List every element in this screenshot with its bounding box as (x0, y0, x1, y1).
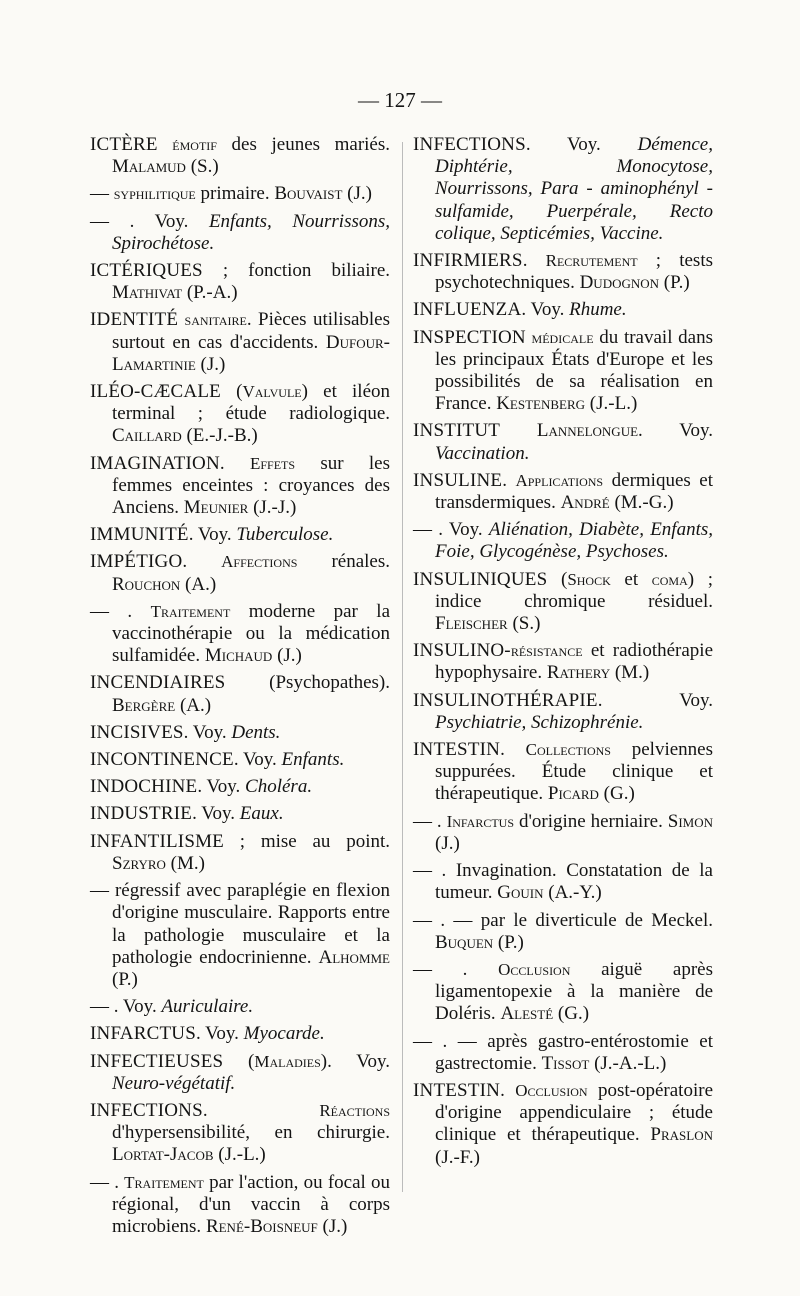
entry-text: — . (90, 600, 151, 622)
entry-text: par l'action, ou focal ou régional, d'un vaccin à corps microbiens. (112, 1171, 390, 1237)
entry-author: Dufour-Lamartinie (112, 331, 390, 375)
entry-cross-reference: Dents. (231, 721, 281, 743)
entry-text: . Voy. (525, 134, 638, 155)
entry-subheading: Affections (221, 552, 298, 572)
entry-text: (J.) (342, 183, 372, 205)
entry-text: . Voy. (521, 299, 570, 321)
entry-author: Meunier (183, 497, 249, 519)
entry-author: Alhomme (318, 946, 390, 968)
index-entry (413, 250, 713, 294)
entry-subheading: Valvule (242, 382, 302, 402)
entry-text (500, 420, 537, 441)
entry-text: ) ; indice chromique résiduel. (435, 568, 714, 612)
entry-text: (S.) (185, 156, 219, 178)
entry-author: Lortat-Jacob (112, 1144, 214, 1166)
index-entry (90, 1172, 390, 1239)
entry-subheading: Maladies (254, 1051, 321, 1071)
entry-text: — . Voy. (90, 210, 209, 232)
entry-cross-reference: Tuberculose. (236, 524, 334, 546)
entry-text: (J.) (317, 1215, 348, 1237)
entry-text: (J.) (435, 832, 460, 854)
entry-text: . Voy. (233, 749, 282, 771)
entry-text: rénales. (297, 551, 390, 573)
entry-headword: INSTITUT (413, 420, 501, 442)
entry-headword: INSULINE (413, 469, 503, 491)
entry-text: (Psychopathes). (225, 672, 390, 694)
entry-author: Fleischer (435, 613, 508, 635)
entry-headword: INFECTIEUSES (90, 1050, 224, 1072)
index-entry (90, 453, 390, 520)
index-entry (90, 309, 390, 376)
entry-headword: INSULINOTHÉRAPIE (413, 689, 598, 711)
entry-text: (A.) (180, 573, 217, 595)
entry-author: Bouvaist (274, 183, 343, 205)
entry-text: . (219, 452, 250, 474)
entry-text: . (182, 551, 222, 573)
entry-headword: INFECTIONS (90, 1099, 203, 1121)
index-entry (413, 1031, 713, 1075)
entry-headword: INFARCTUS (90, 1023, 196, 1045)
entry-author: Michaud (204, 645, 273, 667)
index-entry (90, 831, 390, 875)
index-entry (90, 551, 390, 595)
index-entry (413, 134, 713, 245)
entry-subheading: syphilitique (113, 184, 196, 204)
entry-subheading: Infarctus (446, 811, 515, 831)
index-entry (413, 910, 713, 954)
entry-text: d'origine herniaire. (514, 810, 668, 832)
entry-author: René-Boisneuf (205, 1215, 318, 1237)
entry-cross-reference: Rhume. (569, 299, 627, 321)
index-entry (413, 470, 713, 514)
entry-author: Praslon (650, 1124, 713, 1146)
entry-subheading: Effets (249, 453, 296, 473)
entry-text: (J.-F.) (435, 1146, 480, 1168)
entry-text: — . (90, 1171, 125, 1193)
entry-text: et (610, 568, 652, 590)
entry-cross-reference: Auriculaire. (161, 996, 254, 1018)
entry-author: Simon (667, 810, 713, 832)
entry-headword: INSULINIQUES (413, 568, 548, 590)
entry-headword: INTESTIN (413, 1079, 501, 1101)
index-entry (413, 299, 713, 321)
entry-text: (P.-A.) (182, 282, 238, 304)
entry-text: et radiothérapie hypophysaire. (435, 640, 713, 684)
entry-subheading: Collections (525, 740, 611, 760)
entry-headword: ICTÈRE (90, 134, 158, 155)
entry-text: . (500, 1079, 516, 1101)
index-entry (90, 381, 390, 448)
entry-author: Picard (547, 783, 599, 805)
entry-subheading: Réactions (319, 1100, 390, 1120)
index-entry (90, 880, 390, 991)
entry-headword: INFANTILISME (90, 830, 224, 852)
entry-subheading: Occlusion (515, 1080, 588, 1100)
entry-author: Buquen (435, 931, 494, 953)
entry-text: d'hypersensibilité, en chirurgie. (112, 1122, 390, 1144)
index-entry (90, 803, 390, 825)
entry-author: Malamud (112, 156, 186, 178)
entry-author: Bergère (112, 694, 176, 716)
entry-text: (M.) (610, 662, 650, 684)
entry-text: (S.) (507, 613, 541, 635)
entry-text: (J.) (195, 353, 226, 375)
entry-subheading: émotif (172, 135, 217, 154)
index-entry (413, 739, 713, 806)
entry-text: . (502, 469, 516, 491)
entry-text: ( (547, 568, 568, 590)
entry-text: aiguë après ligamentopexie à la manière de Doléris. (435, 958, 713, 1025)
entry-text: (J.-L.) (213, 1144, 266, 1166)
entry-headword: INSULINO- (413, 640, 511, 662)
entry-headword: IMAGINATION (90, 452, 220, 474)
entry-headword: INCISIVES (90, 721, 184, 743)
index-entry (413, 327, 713, 416)
entry-text: . Voy. (183, 721, 232, 743)
entry-text: (P.) (659, 272, 690, 294)
column-divider (402, 142, 403, 1192)
entry-headword: IMMUNITÉ (90, 524, 189, 546)
entry-text: pelviennes suppurées. Étude clinique et thérapeutique. (435, 739, 713, 805)
entry-text: . (500, 739, 526, 761)
entry-cross-reference: Eaux. (239, 803, 284, 825)
index-entry (90, 260, 390, 304)
entry-author: Szryro (112, 852, 166, 874)
entry-text: . Voy. (638, 420, 713, 442)
entry-author: Gouin (497, 882, 544, 904)
entry-author: Caillard (112, 425, 182, 447)
entry-text: — . Voy. (413, 519, 489, 541)
entry-subheading: Applications (515, 470, 604, 490)
entry-text: ( (220, 381, 243, 403)
index-entry (90, 722, 390, 744)
entry-text: (J.) (272, 645, 302, 667)
index-entry (413, 811, 713, 855)
entry-cross-reference: Aliénation, Diabète, Enfants, Foie, Glycogénèse, Psychoses. (435, 519, 714, 563)
index-entry (90, 776, 390, 798)
entry-subheading: Traitement (124, 1172, 204, 1192)
entry-text: (G.) (553, 1003, 590, 1025)
entry-text: (J.-A.-L.) (589, 1052, 667, 1074)
entry-text: . Voy. (597, 689, 713, 711)
entry-headword: INSPECTION (413, 326, 526, 348)
entry-text: . Voy. (192, 803, 240, 825)
index-entry (90, 211, 390, 255)
index-entry (90, 134, 390, 178)
right-column (413, 134, 713, 1174)
entry-text: (P.) (493, 931, 524, 953)
entry-text: (J.-J.) (248, 497, 297, 519)
entry-author: Kestenberg (496, 393, 586, 415)
entry-text: (M.-G.) (609, 492, 674, 514)
entry-author: Tissot (541, 1052, 590, 1074)
entry-text: (J.-L.) (585, 393, 638, 415)
index-entry (413, 420, 713, 464)
entry-text: (E.-J.-B.) (181, 425, 258, 447)
entry-text (158, 134, 173, 155)
index-entry (90, 1023, 390, 1045)
index-entry (413, 519, 713, 563)
index-entry (90, 672, 390, 716)
entry-text: — . Voy. (90, 996, 162, 1018)
entry-headword: INDUSTRIE (90, 803, 193, 825)
entry-text: — . (413, 810, 447, 832)
entry-text: sur les femmes enceintes : croyances des Anciens. (112, 452, 390, 519)
entry-text: (M.) (165, 852, 205, 874)
index-entry (413, 640, 713, 684)
index-entry (413, 690, 713, 734)
entry-author: Rouchon (112, 573, 181, 595)
entry-author: André (560, 492, 610, 514)
entry-text: ). Voy. (320, 1050, 390, 1072)
index-entry (90, 183, 390, 205)
entry-text: — . — après gastro-entérostomie et gastrectomie. (413, 1030, 713, 1074)
entry-text: . Voy. (188, 524, 237, 546)
entry-headword: ILÉO-CÆCALE (90, 381, 221, 403)
entry-text: ; mise au point. (223, 830, 390, 852)
entry-author: Rathery (546, 662, 611, 684)
entry-text: (A.) (175, 694, 212, 716)
entry-subheading: Occlusion (498, 959, 571, 979)
index-entry (413, 959, 713, 1026)
entry-headword: IDENTITÉ (90, 309, 179, 331)
entry-subheading: résistance (510, 641, 583, 661)
entry-text: ( (223, 1050, 255, 1072)
entry-subheading: médicale (531, 327, 594, 347)
entry-headword: INCONTINENCE (90, 749, 234, 771)
entry-subheading: sanitaire (184, 310, 247, 330)
index-entry (413, 569, 713, 636)
entry-text: post-opératoire d'origine appendiculaire ; étude clinique et thérapeutique. (435, 1079, 713, 1146)
entry-text: — régressif avec paraplégie en flexion d'origine musculaire. Rapports entre la pathologie musculaire et la pathologie endocrinienne. (90, 880, 390, 968)
entry-text: — . (413, 958, 499, 980)
entry-headword: INFLUENZA (413, 299, 522, 321)
index-entry (90, 524, 390, 546)
index-entry (413, 860, 713, 904)
left-column (90, 134, 390, 1243)
page-number: — 127 — (358, 88, 442, 112)
entry-cross-reference: Choléra. (245, 776, 313, 798)
entry-author: Dudognon (579, 272, 660, 294)
entry-headword: IMPÉTIGO (90, 551, 183, 573)
entry-subheading: Traitement (150, 601, 231, 621)
entry-headword: INDOCHINE (90, 776, 198, 798)
entry-author: Lannelongue (536, 420, 639, 442)
entry-text: . (522, 250, 546, 272)
entry-text: . (202, 1099, 320, 1121)
index-entry (90, 749, 390, 771)
entry-text: . Voy. (197, 776, 246, 798)
entry-cross-reference: Enfants, Nourrissons, Spirochétose. (112, 210, 390, 254)
entry-text: — . Invagination. Constatation de la tumeur. (413, 860, 713, 904)
index-entry (90, 1051, 390, 1095)
entry-author: Alesté (500, 1003, 554, 1025)
entry-text: (G.) (598, 783, 635, 805)
entry-text: du travail dans les principaux États d'Europe et les possibilités de sa réalisation en France. (435, 326, 714, 415)
entry-text: ; tests psychotechniques. (435, 250, 714, 294)
index-entry (90, 1100, 390, 1167)
index-entry (413, 1080, 713, 1169)
entry-headword: INTESTIN (413, 739, 501, 761)
entry-text: ; fonction biliaire. (202, 260, 390, 282)
entry-text: . Voy. (195, 1023, 244, 1045)
entry-text: (A.-Y.) (543, 882, 602, 904)
entry-text: — (90, 183, 114, 205)
entry-text: (P.) (112, 968, 138, 990)
entry-headword: INCENDIAIRES (90, 672, 226, 694)
entry-text: moderne par la vaccinothérapie ou la médication sulfamidée. (112, 600, 391, 667)
entry-headword: INFECTIONS (413, 134, 526, 155)
entry-text: des jeunes mariés. (216, 134, 390, 155)
entry-cross-reference: Myocarde. (243, 1023, 325, 1045)
entry-subheading: Shock (567, 569, 611, 589)
entry-cross-reference: Vaccination. (435, 442, 530, 464)
entry-text: primaire. (195, 183, 275, 205)
entry-author: Mathivat (112, 282, 183, 304)
entry-headword: ICTÉRIQUES (90, 260, 203, 282)
entry-cross-reference: Psychiatrie, Schizophrénie. (435, 711, 644, 733)
index-entry (90, 996, 390, 1018)
entry-cross-reference: Enfants. (281, 749, 345, 771)
entry-text: — . — par le diverticule de Meckel. (413, 909, 713, 931)
entry-cross-reference: Démence, Diphtérie, Monocytose, Nourrissons, Para - aminophényl - sulfamide, Puerpérale, Recto colique, Septicémies, Vaccine. (435, 134, 713, 244)
entry-cross-reference: Neuro-végétatif. (112, 1072, 236, 1094)
entry-text: dermiques et transdermiques. (435, 469, 714, 514)
entry-subheading: Recrutement (545, 251, 638, 271)
entry-subheading: coma (651, 569, 688, 589)
index-entry (90, 601, 390, 668)
entry-text: ) et iléon terminal ; étude radiologique. (112, 381, 391, 425)
entry-text: . Pièces utilisables surtout en cas d'accidents. (112, 309, 390, 353)
entry-headword: INFIRMIERS (413, 250, 523, 272)
